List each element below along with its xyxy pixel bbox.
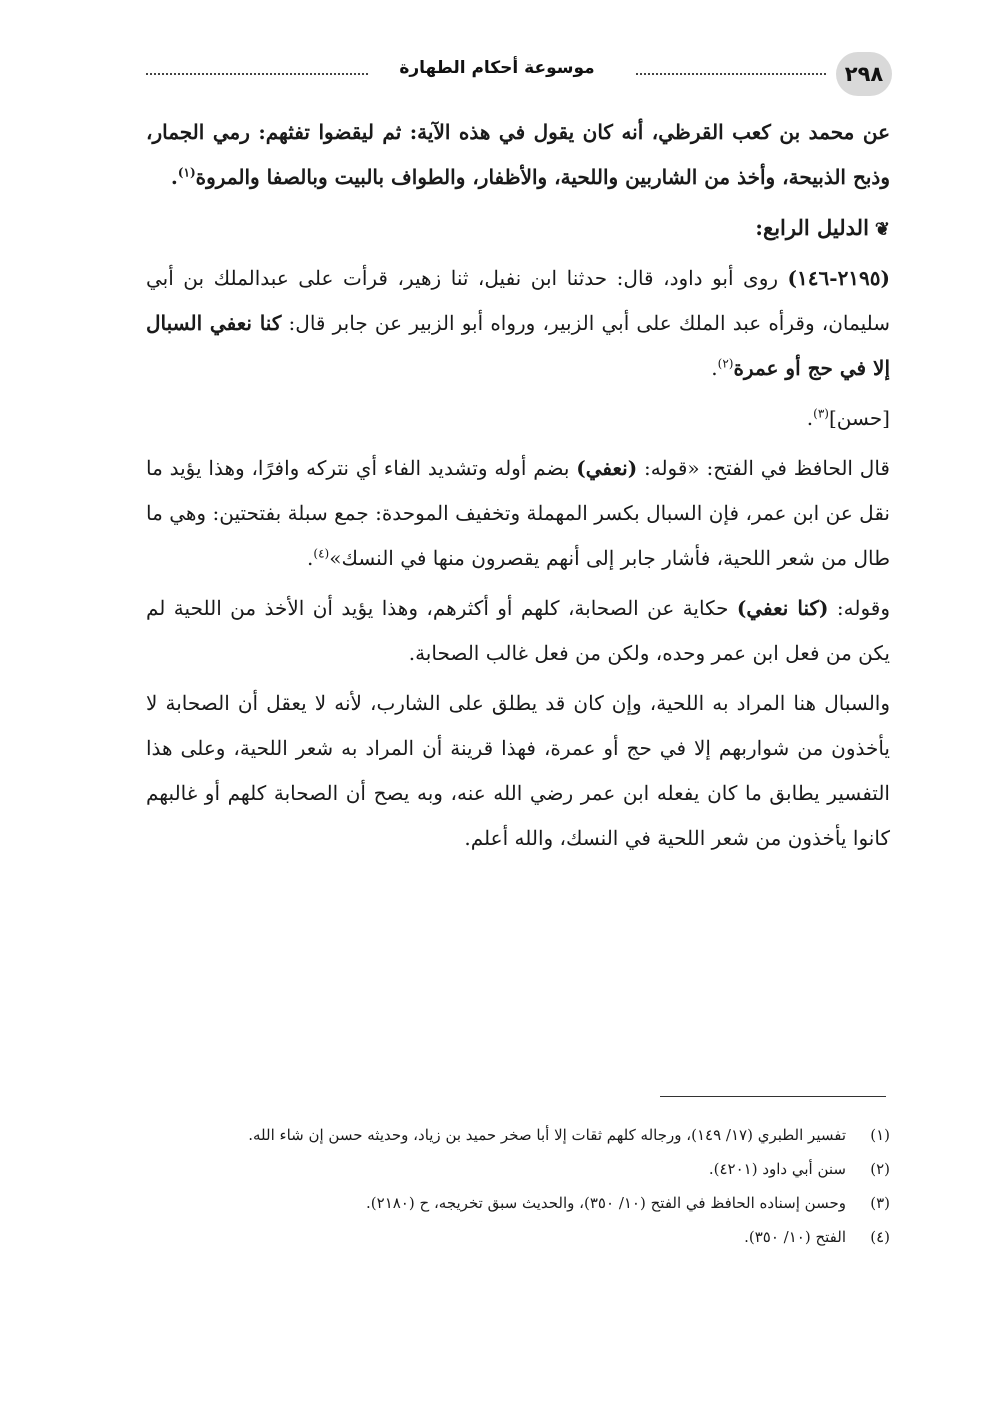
- heading-text: الدليل الرابع:: [755, 215, 869, 240]
- paragraph-end: .: [806, 406, 814, 430]
- paragraph-text: قال الحافظ في الفتح: «قوله:: [637, 456, 890, 480]
- paragraph-end: .: [711, 356, 718, 380]
- footnote-number: (١): [870, 1126, 890, 1144]
- bold-term: (نعفي): [576, 456, 638, 480]
- footnote-item: [146, 1186, 890, 1220]
- footnote-number: (٢): [870, 1160, 890, 1178]
- footnote-item: [146, 1118, 890, 1152]
- paragraph-text: بضم أوله وتشديد الفاء أي نتركه وافرًا، وهذا يؤيد ما نقل عن ابن عمر، فإن السبال بكسر المهملة وتخفيف الموحدة: جمع سبلة بفتحتين: وهي ما طال من شعر اللحية، فأشار جابر إلى أنهم يقصرون منها في النسك»: [146, 456, 890, 570]
- footnote-text: الفتح (١٠/ ٣٥٠).: [744, 1228, 846, 1246]
- footnote-item: [146, 1220, 890, 1254]
- main-text: [146, 110, 890, 866]
- hadith-chain: روى أبو داود، قال: حدثنا ابن نفيل، ثنا زهير، قرأت على عبدالملك بن أبي سليمان، وقرأه عبد الملك على أبي الزبير، ورواه أبو الزبير عن جابر قال:: [146, 266, 891, 335]
- paragraph-commentary: [146, 586, 890, 676]
- leaf-ornament-icon: ❦: [874, 219, 890, 240]
- header-dotted-line-left: [146, 73, 368, 75]
- running-title: موسوعة أحكام الطهارة: [399, 58, 595, 78]
- paragraph-end: .: [307, 546, 314, 570]
- paragraph-text: حكاية عن الصحابة، كلهم أو أكثرهم، وهذا يؤيد أن الأخذ من اللحية لم يكن من فعل ابن عمر وحده، ولكن من فعل غالب الصحابة.: [146, 596, 890, 665]
- footnote-text: تفسير الطبري (١٧/ ١٤٩)، ورجاله كلهم ثقات إلا أبا صخر حميد بن زياد، وحديثه حسن إن شاء الله.: [248, 1126, 846, 1144]
- header-dotted-line-right: [636, 73, 826, 75]
- bold-term: (كنا نعفي): [736, 596, 829, 620]
- footnote-ref: (٣): [813, 406, 829, 421]
- section-heading: [146, 205, 890, 252]
- hadith-text: كنا نعفي السبال إلا في حج أو عمرة: [146, 311, 890, 380]
- paragraph-text: عن محمد بن كعب القرظي، أنه كان يقول في هذه الآية: ثم ليقضوا تفثهم: رمي الجمار، وذبح الذبيحة، وأخذ من الشاربين واللحية، والأظفار، والطواف بالبيت وبالصفا والمروة: [146, 120, 890, 189]
- hadith-grade: [146, 396, 890, 441]
- footnote-item: [146, 1152, 890, 1186]
- footnotes: [146, 1118, 890, 1254]
- paragraph-conclusion: [146, 681, 890, 861]
- footnote-ref: (١): [177, 165, 196, 180]
- paragraph-hadith: [146, 256, 890, 391]
- footnote-divider: [660, 1096, 886, 1097]
- paragraph-tafsir-quote: [146, 110, 890, 200]
- grade-text: [حسن]: [828, 406, 890, 430]
- footnote-text: وحسن إسناده الحافظ في الفتح (١٠/ ٣٥٠)، والحديث سبق تخريجه، ح (٢١٨٠).: [366, 1194, 846, 1212]
- paragraph-fath-quote: [146, 446, 890, 581]
- footnote-number: (٣): [870, 1194, 890, 1212]
- footnote-ref: (٢): [717, 356, 734, 371]
- footnote-number: (٤): [870, 1228, 890, 1246]
- footnote-ref: (٤): [313, 546, 330, 561]
- paragraph-text: والسبال هنا المراد به اللحية، وإن كان قد يطلق على الشارب، لأنه لا يعقل أن الصحابة لا يأخذون من شواربهم إلا في حج أو عمرة، فهذا قرينة أن المراد به شعر اللحية، وعلى هذا التفسير يطابق ما كان يفعله ابن عمر رضي الله عنه، وبه يصح أن الصحابة كلهم أو غالبهم كانوا يأخذون من شعر اللحية في النسك، والله أعلم.: [146, 691, 890, 850]
- page-number: ٢٩٨: [836, 52, 892, 96]
- page-header: [146, 52, 890, 100]
- hadith-number: (٢١٩٥-١٤٦): [787, 266, 890, 290]
- paragraph-text: وقوله:: [828, 596, 890, 620]
- paragraph-end: .: [170, 165, 178, 189]
- footnote-text: سنن أبي داود (٤٢٠١).: [708, 1160, 846, 1178]
